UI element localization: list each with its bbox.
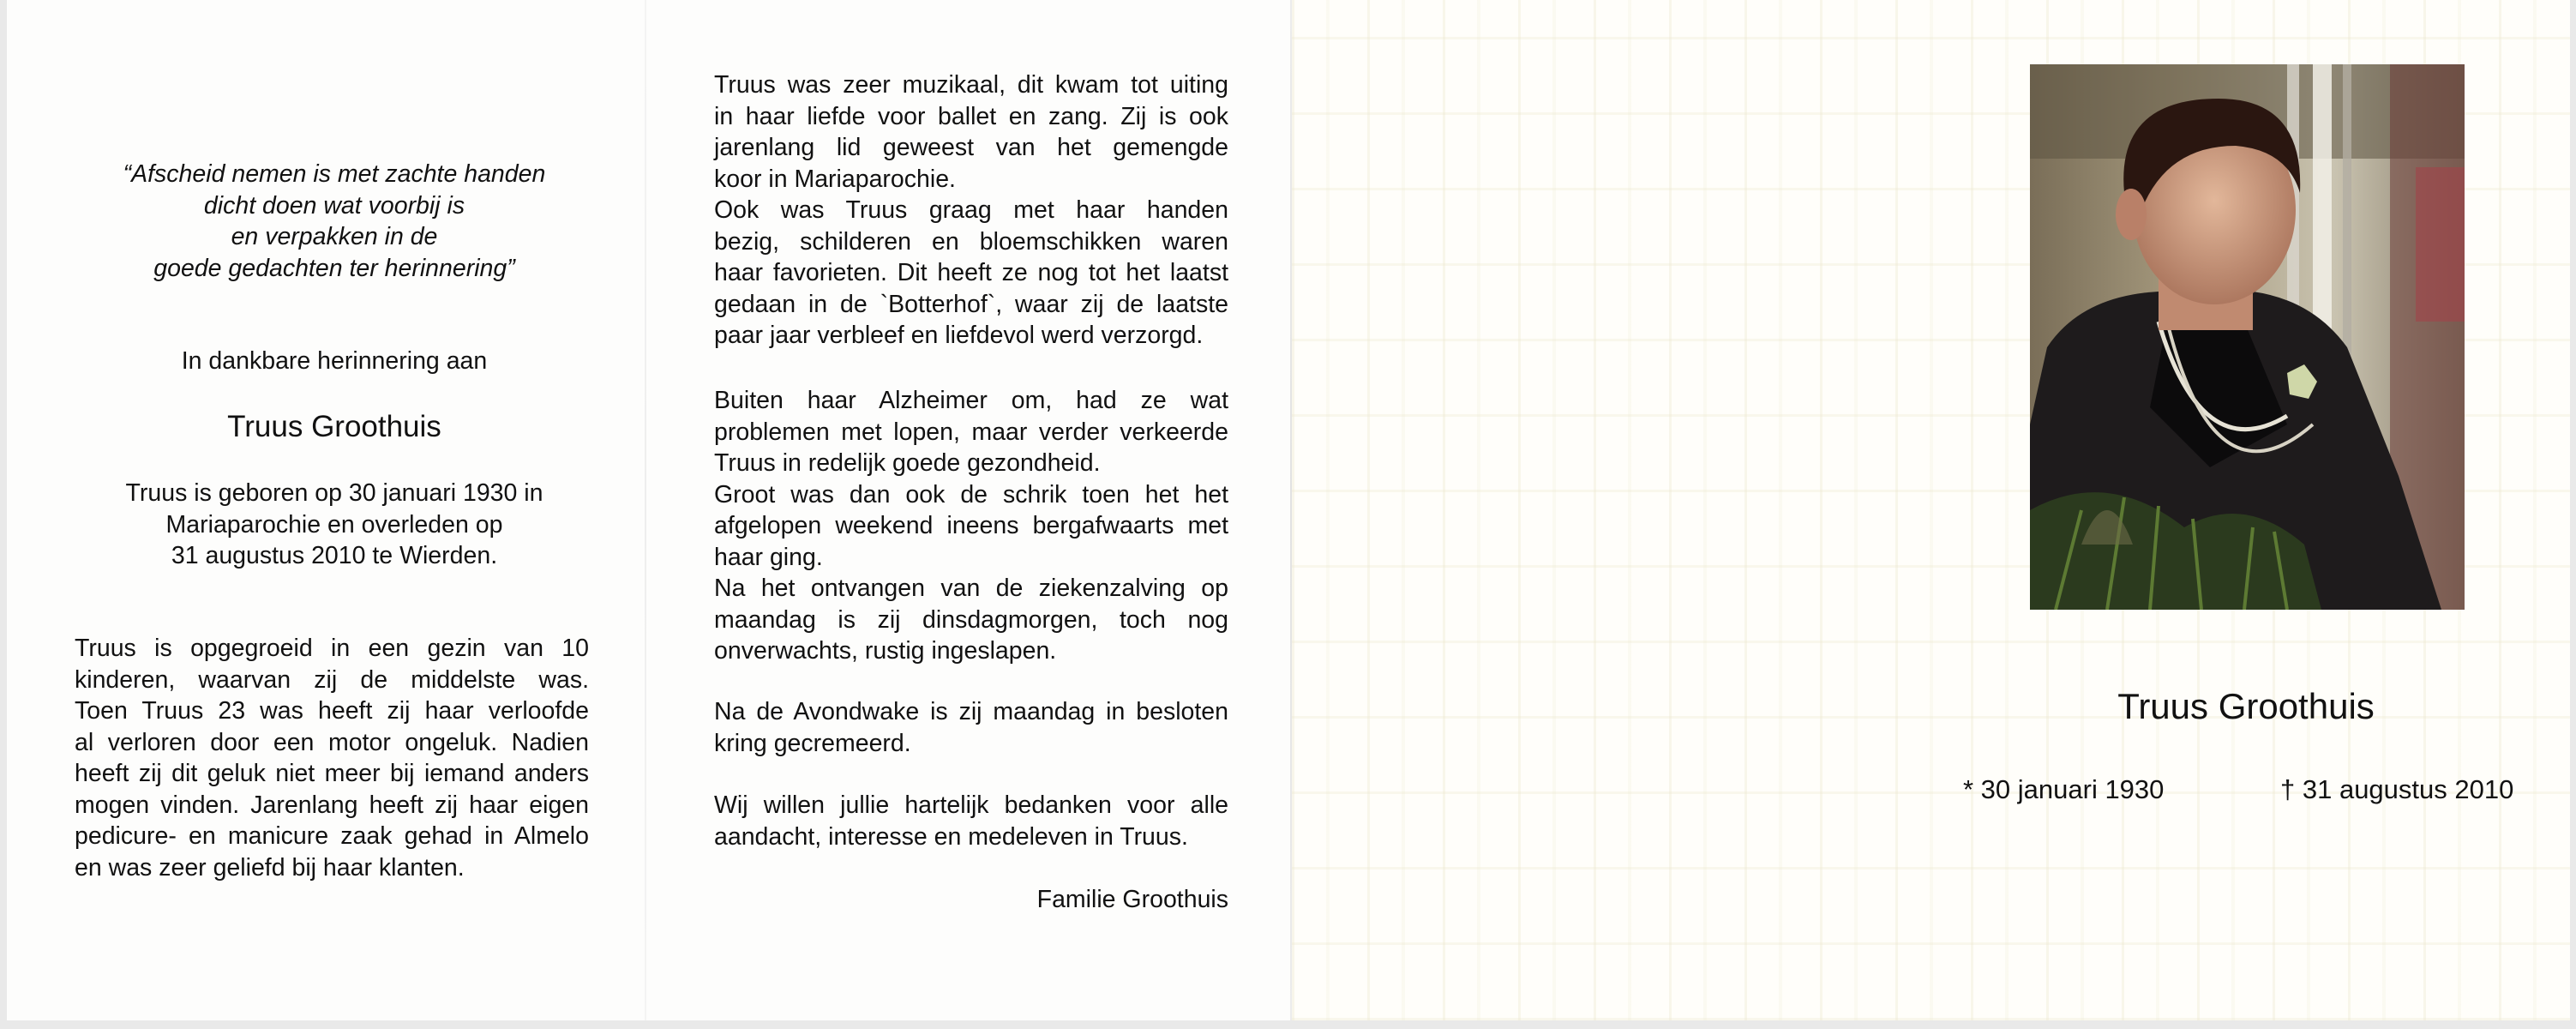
text-line: haar ging. [714, 543, 823, 571]
fold-line [645, 0, 646, 1020]
text-line: Groot was dan ook de schrik toen het het [714, 480, 1228, 508]
quote-line: dicht doen wat voorbij is [203, 191, 465, 220]
text-line: en was zeer geliefd bij haar klanten. [75, 853, 465, 882]
quote-line: en verpakken in de [231, 223, 438, 250]
memorial-quote [60, 159, 609, 284]
family-signature: Familie Groothuis [1036, 886, 1228, 913]
text-line: Wij willen jullie hartelijk bedanken voor alle [714, 791, 1228, 819]
text-line: 31 augustus 2010 te Wierden. [171, 542, 498, 569]
text-line: haar favorieten. Dit heeft ze nog tot het laatst [714, 259, 1228, 286]
text-line: jarenlang lid geweest van het gemengde [714, 134, 1228, 161]
text-line: maandag is zij dinsdagmorgen, toch nog [714, 605, 1228, 634]
memory-intro: In dankbare herinnering aan [181, 347, 488, 375]
text-line: Na het ontvangen van de ziekenzalving op [714, 575, 1228, 602]
text-line: koor in Mariaparochie. [714, 165, 956, 193]
text-line: Toen Truus 23 was heeft zij haar verloofde [75, 697, 589, 725]
text-line: Na de Avondwake is zij maandag in besloten [714, 698, 1228, 725]
text-line: kinderen, waarvan zij de middelste was. [75, 665, 589, 694]
text-line: paar jaar verbleef en liefdevol werd verzorgd. [714, 322, 1204, 349]
text-line: pedicure- en manicure zaak gehad in Almelo [75, 822, 589, 850]
text-line: Buiten haar Alzheimer om, had ze wat [714, 387, 1228, 414]
biography-paragraph [75, 633, 589, 883]
portrait-photo [2030, 64, 2465, 610]
text-line: aandacht, interesse en medeleven in Truus. [714, 822, 1188, 851]
thanks-paragraph [714, 790, 1228, 852]
text-line: afgelopen weekend ineens bergafwaarts met [714, 512, 1228, 539]
text-line: onverwachts, rustig ingeslapen. [714, 637, 1057, 665]
text-line: heeft zij dit geluk niet meer bij iemand anders [75, 760, 589, 787]
text-line: Truus was zeer muzikaal, dit kwam tot uiting [714, 71, 1228, 99]
cremation-paragraph [714, 696, 1228, 759]
quote-line: “Afscheid nemen is met zachte handen [123, 160, 546, 188]
death-date: † 31 augustus 2010 [2280, 774, 2514, 804]
text-line: Ook was Truus graag met haar handen [714, 196, 1228, 224]
text-line: in haar liefde voor ballet en zang. Zij is ook [714, 102, 1228, 130]
text-line: gedaan in de `Botterhof`, waar zij de laatste [714, 290, 1228, 318]
birth-death-text [60, 478, 609, 572]
text-line: Truus in redelijk goede gezondheid. [714, 449, 1101, 477]
cover-name: Truus Groothuis [2117, 686, 2375, 726]
text-line: problemen met lopen, maar verder verkeerde [714, 418, 1228, 446]
biography-paragraph [714, 69, 1228, 352]
text-line: Truus is opgegroeid in een gezin van 10 [75, 635, 589, 662]
health-paragraph [714, 385, 1228, 667]
quote-line: goede gedachten ter herinnering” [153, 254, 515, 282]
text-line: bezig, schilderen en bloemschikken waren [714, 227, 1228, 256]
fold-line [1290, 0, 1292, 1020]
text-line: kring gecremeerd. [714, 729, 911, 757]
text-line: mogen vinden. Jarenlang heeft zij haar eigen [75, 791, 589, 819]
text-line: Mariaparochie en overleden op [165, 510, 503, 539]
deceased-name: Truus Groothuis [227, 410, 441, 443]
birth-date: * 30 januari 1930 [1963, 774, 2165, 804]
text-line: Truus is geboren op 30 januari 1930 in [125, 479, 543, 507]
text-line: al verloren door een motor ongeluk. Nadien [75, 728, 589, 756]
